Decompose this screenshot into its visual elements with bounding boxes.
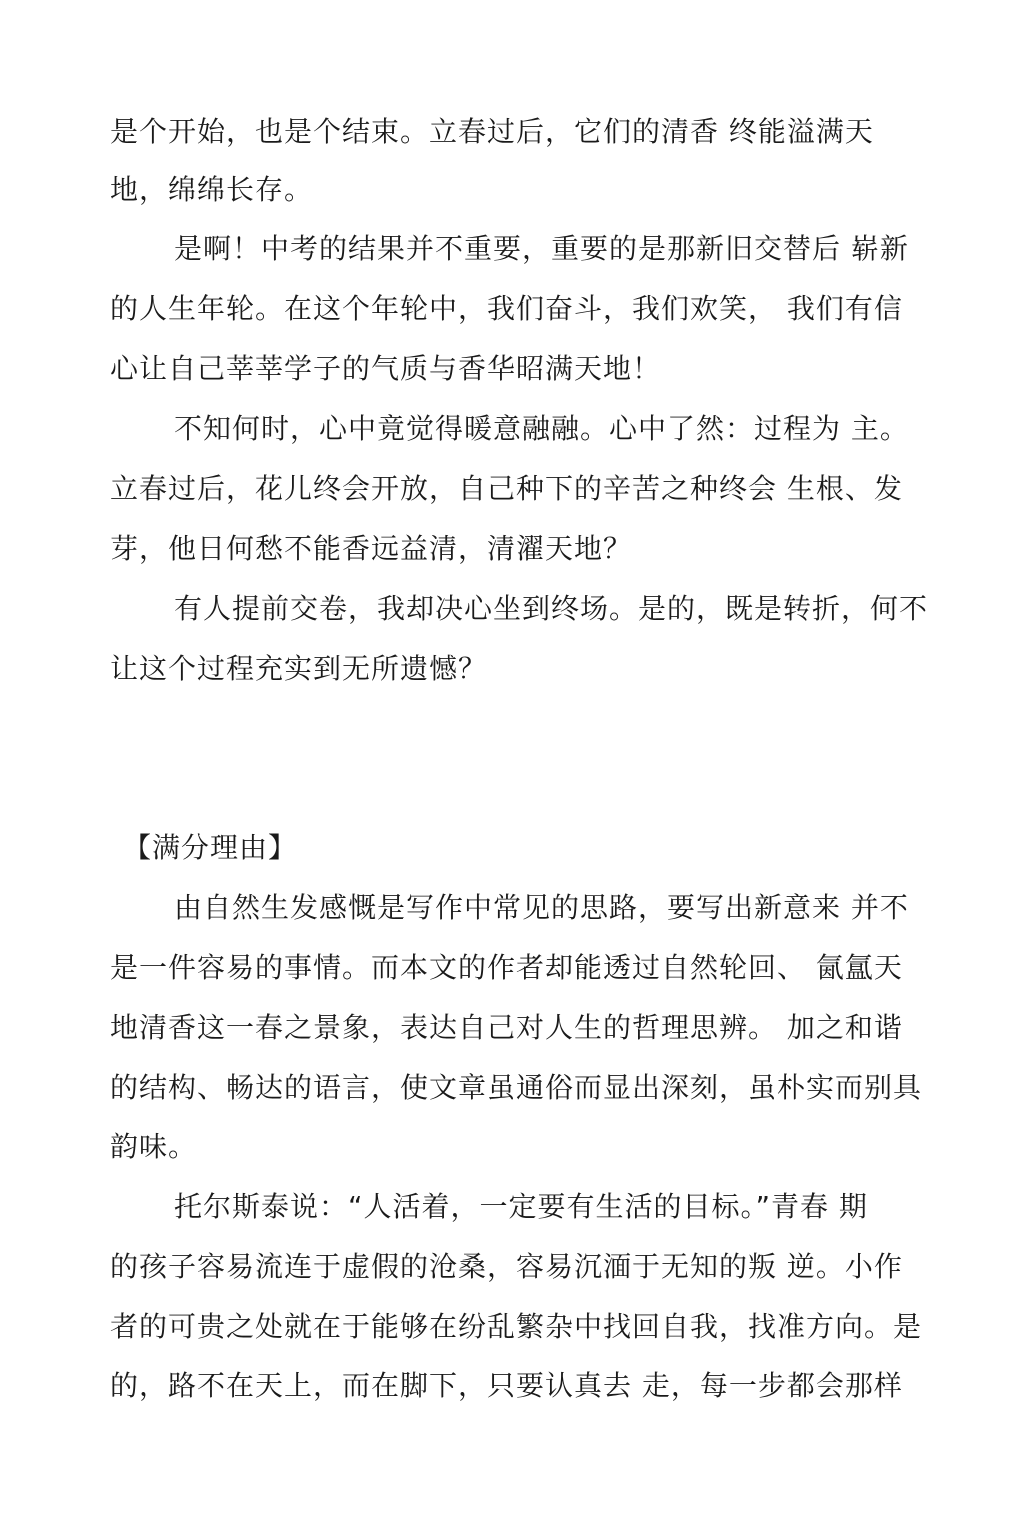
paragraph-line: 是个开始，也是个结束。立春过后，它们的清香 终能溢满天 — [110, 115, 874, 148]
paragraph-line: 地，绵绵长存。 — [110, 173, 314, 206]
reason-line: 托尔斯泰说：“人活着，一定要有生活的目标。”青春 期 — [174, 1190, 868, 1223]
reason-line: 是一件容易的事情。而本文的作者却能透过自然轮回、 氤氲天 — [110, 951, 903, 984]
paragraph-line: 不知何时，心中竟觉得暖意融融。心中了然：过程为 主。 — [174, 412, 909, 445]
reason-line: 的孩子容易流连于虚假的沧桑，容易沉湎于无知的叛 逆。小作 — [110, 1250, 903, 1283]
reason-line: 的结构、畅达的语言，使文章虽通俗而显出深刻，虽朴实而别具 — [110, 1071, 923, 1104]
paragraph-line: 让这个过程充实到无所遗憾？ — [110, 652, 488, 685]
paragraph-line: 心让自己莘莘学子的气质与香华昭满天地！ — [110, 352, 662, 385]
reason-line: 地清香这一春之景象，表达自己对人生的哲理思辨。 加之和谐 — [110, 1011, 903, 1044]
paragraph-line: 是啊！中考的结果并不重要，重要的是那新旧交替后 崭新 — [174, 232, 909, 265]
reason-line: 者的可贵之处就在于能够在纷乱繁杂中找回自我，找准方向。是 — [110, 1310, 923, 1343]
reason-line: 韵味。 — [110, 1130, 198, 1163]
paragraph-line: 有人提前交卷，我却决心坐到终场。是的，既是转折，何不 — [174, 592, 929, 625]
paragraph-line: 立春过后，花儿终会开放，自己种下的辛苦之种终会 生根、发 — [110, 472, 903, 505]
reason-line: 的，路不在天上，而在脚下，只要认真去 走，每一步都会那样 — [110, 1369, 903, 1402]
paragraph-line: 的人生年轮。在这个年轮中，我们奋斗，我们欢笑， 我们有信 — [110, 292, 903, 325]
reason-line: 由自然生发感慨是写作中常见的思路，要写出新意来 并不 — [174, 891, 909, 924]
paragraph-line: 芽，他日何愁不能香远益清，清濯天地？ — [110, 532, 633, 565]
section-heading: 【满分理由】 — [123, 831, 298, 864]
